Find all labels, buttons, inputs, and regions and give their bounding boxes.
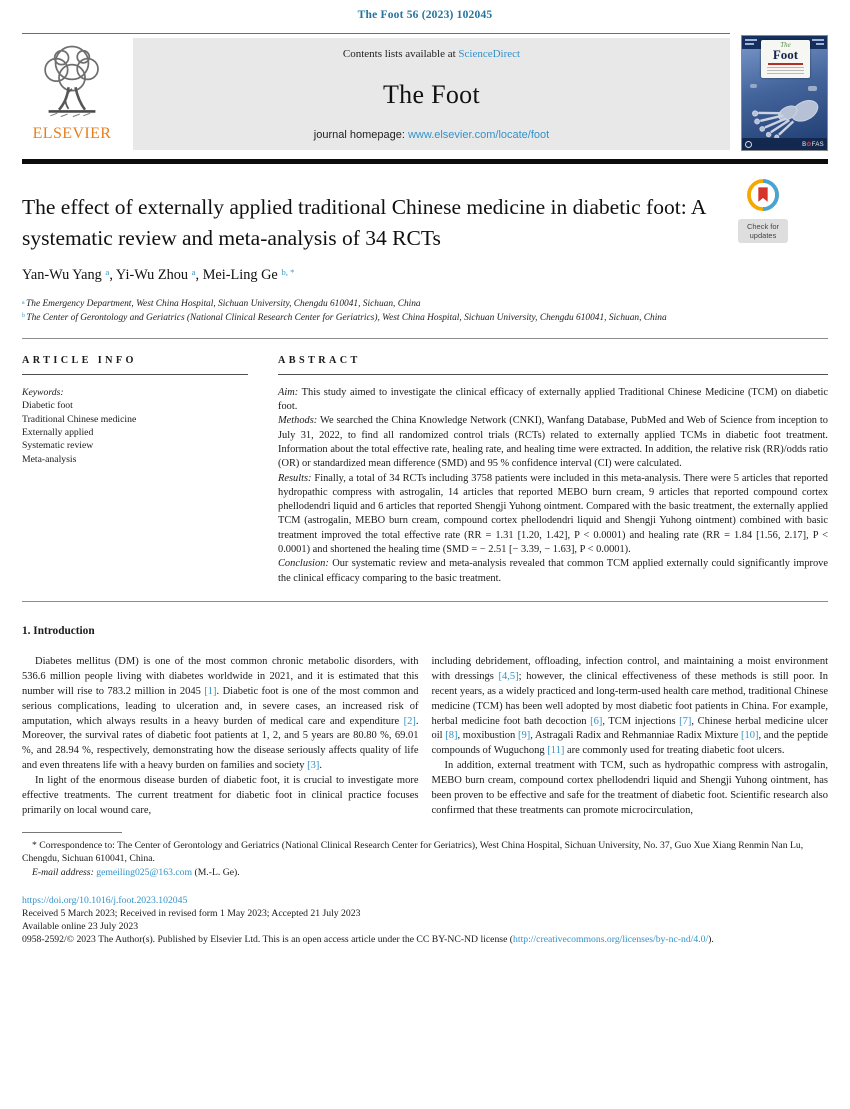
- authors-line: [22, 267, 828, 284]
- introduction-heading: 1. Introduction: [22, 624, 95, 637]
- article-info-column: [22, 355, 248, 586]
- available-online-line: Available online 23 July 2023: [22, 921, 139, 933]
- abstract-column: [278, 355, 828, 586]
- homepage-line: [139, 129, 724, 141]
- cover-title-the: The: [780, 41, 791, 49]
- section-divider: [22, 601, 828, 602]
- keyword-item: Diabetic foot: [22, 400, 73, 412]
- cover-bottom-band: [742, 138, 827, 150]
- sciencedirect-link[interactable]: ScienceDirect: [458, 48, 521, 60]
- text-segment: journal homepage:: [313, 129, 408, 141]
- text-segment: (M.-L. Ge).: [192, 866, 240, 878]
- text-segment: We searched the China Knowledge Network (CNKI), Wanfang Database, PubMed and Web of Science from inception to July 31, 2022, to find all randomized control trials (RCTs) related to externally applied TCMs in diabetic foot treatment. Information about the total effective rate, healing rate, and healing time were extracted. In addition, the relative risk (RR)/odds ratio (OR) or standardized mean difference (SMD) and 95 % confidence interval (CI) were calculated.: [278, 415, 828, 470]
- keywords-block: [22, 386, 248, 466]
- article-title: The effect of externally applied traditional Chinese medicine in diabetic foot: A systematic review and meta-analysis of 34 RCTs: [22, 195, 706, 251]
- text-segment: , and the peptide compounds of Wuguchong: [431, 730, 828, 757]
- footnote-block: [22, 839, 828, 879]
- doi-line: [22, 894, 828, 907]
- text-segment: . Diabetic foot is one of the most common and serious complications, leading to ulceration and, in severe cases, an increased risk of amputation, which always results in a heavy burden of medical care and expenditure: [22, 685, 419, 727]
- journal-title: The Foot: [382, 79, 480, 109]
- author-affiliation-ref-a[interactable]: a: [105, 267, 110, 278]
- text-segment: The Center of Gerontology and Geriatrics (National Clinical Research Center for Geriatrics), West China Hospital, Sichuan University, Chengdu 610041, Sichuan, China: [26, 313, 667, 324]
- info-abstract-section: [22, 355, 828, 586]
- text-segment: * Correspondence to: The Center of Gerontology and Geriatrics (National Clinical Research Center for Geriatrics), West China Hospital, Sichuan University, No. 37, Guo Xue Xiang Renmin Nan Lu, Chengdu, Sichuan 610041, China.: [22, 839, 804, 865]
- text-segment: , TCM injections: [602, 715, 680, 727]
- text-segment: 0958-2592/© 2023 The Author(s). Published by Elsevier Ltd. This is an open access article under the CC BY-NC-ND license (: [22, 934, 514, 946]
- contents-line: [139, 48, 724, 60]
- doi-link[interactable]: https://doi.org/10.1016/j.foot.2023.102045: [22, 895, 188, 907]
- footer-block: [22, 894, 828, 946]
- abstract-paragraph-methods: [278, 414, 828, 471]
- affiliations-block: [22, 298, 828, 325]
- text-segment: Finally, a total of 34 RCTs including 3758 patients were included in this meta-analysis. There were 5 articles that reported hydropathic compress with astrogalin, 14 articles that reported MEBO burn cream, 9 articles that reported compound cortex phellodendri liquid and 6 articles that reported Shengji Yuhong ointment. Compared with the basic treatment, the externally applied TCM (astrogalin, MEBO burn cream, compound cortex phellodendri liquid and Shengji Yuhong ointment) combined with basic treatment improved the total effective rate (RR = 1.31 [1.20, 1.42], P < 0.0001) and healing rate (RR = 1.84 [1.56, 2.17], P < 0.0001) and shortened the healing time (SMD = − 2.51 [− 3.39, − 1.63], P < 0.0001).: [278, 472, 828, 556]
- text-segment: , moxibustion: [457, 730, 518, 742]
- citation-11[interactable]: [11]: [547, 745, 565, 757]
- keyword-item: Externally applied: [22, 426, 94, 438]
- intro-left-column: [22, 655, 419, 819]
- email-link[interactable]: gemeiling025@163.com: [96, 866, 193, 878]
- intro-paragraph: [22, 655, 419, 774]
- text-segment: Aim:: [278, 386, 299, 398]
- text-segment: , Chinese herbal medicine ulcer oil: [431, 715, 829, 742]
- author-affiliation-ref-a[interactable]: a: [191, 267, 196, 278]
- text-segment: ).: [708, 934, 714, 946]
- text-segment: including debridement, offloading, infection control, and maintaining a moist environment with dressings: [431, 655, 828, 682]
- affiliation-marker-b[interactable]: b: [22, 313, 27, 320]
- text-segment: This study aimed to investigate the clinical efficacy of externally applied Traditional Chinese Medicine (TCM) on diabetic foot.: [278, 386, 828, 413]
- citation-7[interactable]: [7]: [679, 715, 692, 727]
- cover-society-seal-icon: [745, 141, 752, 148]
- abstract-paragraph-conclusion: [278, 557, 828, 586]
- abstract-paragraph-aim: [278, 386, 828, 415]
- text-segment: Diabetes mellitus (DM) is one of the most common chronic metabolic disorders, with 536.6 million people living with diabetes worldwide in 2021, and it is estimated that this number will rise to 783.2 million in 2045: [22, 655, 419, 697]
- copyright-line: [22, 933, 828, 946]
- author-affiliation-ref-b[interactable]: b, *: [281, 267, 295, 278]
- keyword-item: Traditional Chinese medicine: [22, 413, 137, 425]
- elsevier-tree-icon: [33, 40, 111, 124]
- cover-foot-skeleton-icon: [746, 80, 824, 138]
- abstract-rule: [278, 374, 828, 375]
- elsevier-wordmark: ELSEVIER: [32, 125, 112, 142]
- text-segment: The Emergency Department, West China Hospital, Sichuan University, Chengdu 610041, Sichuan, China: [26, 299, 421, 310]
- header-thick-divider: [22, 159, 828, 164]
- text-segment: E-mail address:: [32, 866, 94, 878]
- text-segment: Conclusion:: [278, 558, 329, 570]
- intro-paragraph: [432, 655, 829, 759]
- introduction-section: [22, 625, 828, 819]
- citation-9[interactable]: [9]: [517, 730, 531, 742]
- citation-4-5[interactable]: [4,5]: [498, 670, 519, 682]
- check-for-updates-badge[interactable]: [738, 178, 788, 243]
- journal-reference: The Foot 56 (2023) 102045: [357, 9, 493, 21]
- intro-right-column: [432, 655, 829, 819]
- cover-title-foot: Foot: [772, 47, 799, 62]
- article-info-rule: [22, 374, 248, 375]
- text-segment: Contents lists available at: [342, 48, 459, 60]
- text-segment: are commonly used for treating diabetic foot ulcers.: [564, 745, 785, 757]
- citation-1[interactable]: [1]: [204, 685, 217, 697]
- title-block: [22, 192, 828, 254]
- text-segment: .: [319, 760, 323, 772]
- journal-header-box: [133, 38, 730, 150]
- affiliation-a: [22, 298, 828, 312]
- check-badge-label: Check for updates: [738, 219, 788, 243]
- journal-homepage-link[interactable]: www.elsevier.com/locate/foot: [407, 129, 550, 141]
- keywords-list: [22, 399, 248, 466]
- section-divider: [22, 338, 828, 339]
- citation-6[interactable]: [6]: [590, 715, 603, 727]
- text-segment: Our systematic review and meta-analysis revealed that common TCM applied externally could significantly improve the clinical efficacy comparing to the basic treatment.: [278, 558, 828, 584]
- citation-3[interactable]: [3]: [307, 760, 320, 772]
- correspondence-note: [22, 839, 828, 866]
- keywords-label: Keywords:: [22, 386, 64, 398]
- citation-10[interactable]: [10]: [740, 730, 759, 742]
- affiliation-b: [22, 312, 828, 326]
- text-segment: Yan-Wu Yang: [22, 267, 106, 284]
- text-segment: Results:: [278, 472, 312, 484]
- abstract-paragraph-results: [278, 472, 828, 558]
- cover-bofas-logo: B✿FAS: [802, 141, 824, 148]
- text-segment: , Astragali Radix and Rehmanniae Radix Mixture: [530, 730, 741, 742]
- keyword-item: Meta-analysis: [22, 453, 77, 465]
- text-segment: , Mei-Ling Ge: [195, 267, 282, 284]
- crossmark-icon: [746, 178, 780, 212]
- header-top-divider: [22, 33, 730, 34]
- citation-8[interactable]: [8]: [445, 730, 458, 742]
- citation-2[interactable]: [2]: [403, 715, 416, 727]
- footnote-divider: [22, 832, 122, 833]
- journal-cover-thumbnail[interactable]: [741, 35, 828, 151]
- keyword-item: Systematic review: [22, 440, 94, 452]
- intro-paragraph: [22, 774, 419, 819]
- email-line: [22, 866, 828, 879]
- text-segment: ; however, the clinical effectiveness of these methods is still poor. In recent years, as a widely practiced and long-term-used health care method, traditional Chinese medicine (TCM) has been well adopted by most diabetic foot patients in China. For example, herbal medicine foot bath decoction: [431, 670, 829, 727]
- license-link[interactable]: http://creativecommons.org/licenses/by-nc-nd/4.0/: [513, 934, 709, 946]
- received-line: Received 5 March 2023; Received in revised form 1 May 2023; Accepted 21 July 2023: [22, 908, 361, 920]
- text-segment: In addition, external treatment with TCM, such as hydropathic compress with astrogalin, MEBO burn cream, compound cortex phellodendri liquid and Shengji Yuhong ointment, has been proven to be effective and safe for the treatment of diabetic foot. Scientific research also confirmed that these treatments can promote microcirculation,: [431, 760, 828, 816]
- text-segment: , Yi-Wu Zhou: [109, 267, 192, 284]
- text-segment: . Moreover, the survival rates of diabetic foot patients at 1, 2, and 5 years are 80.80 %, 69.01 %, and 28.94 %, respectively, demonstrating how the disease seriously affects quality of life and even threatens life with a heavy burden on families and society: [22, 715, 419, 772]
- intro-paragraph: [432, 759, 829, 819]
- article-info-heading: ARTICLE INFO: [22, 354, 137, 366]
- cover-title-card: [761, 40, 810, 78]
- text-segment: In light of the enormous disease burden of diabetic foot, it is crucial to investigate more effective treatments. The current treatment for diabetic foot in clinical practice focuses primarily on local wound care,: [22, 775, 419, 816]
- abstract-heading: ABSTRACT: [278, 354, 361, 366]
- journal-header: [22, 37, 828, 151]
- elsevier-logo: [22, 37, 122, 143]
- affiliation-marker-a[interactable]: a: [22, 299, 27, 306]
- text-segment: Methods:: [278, 415, 318, 427]
